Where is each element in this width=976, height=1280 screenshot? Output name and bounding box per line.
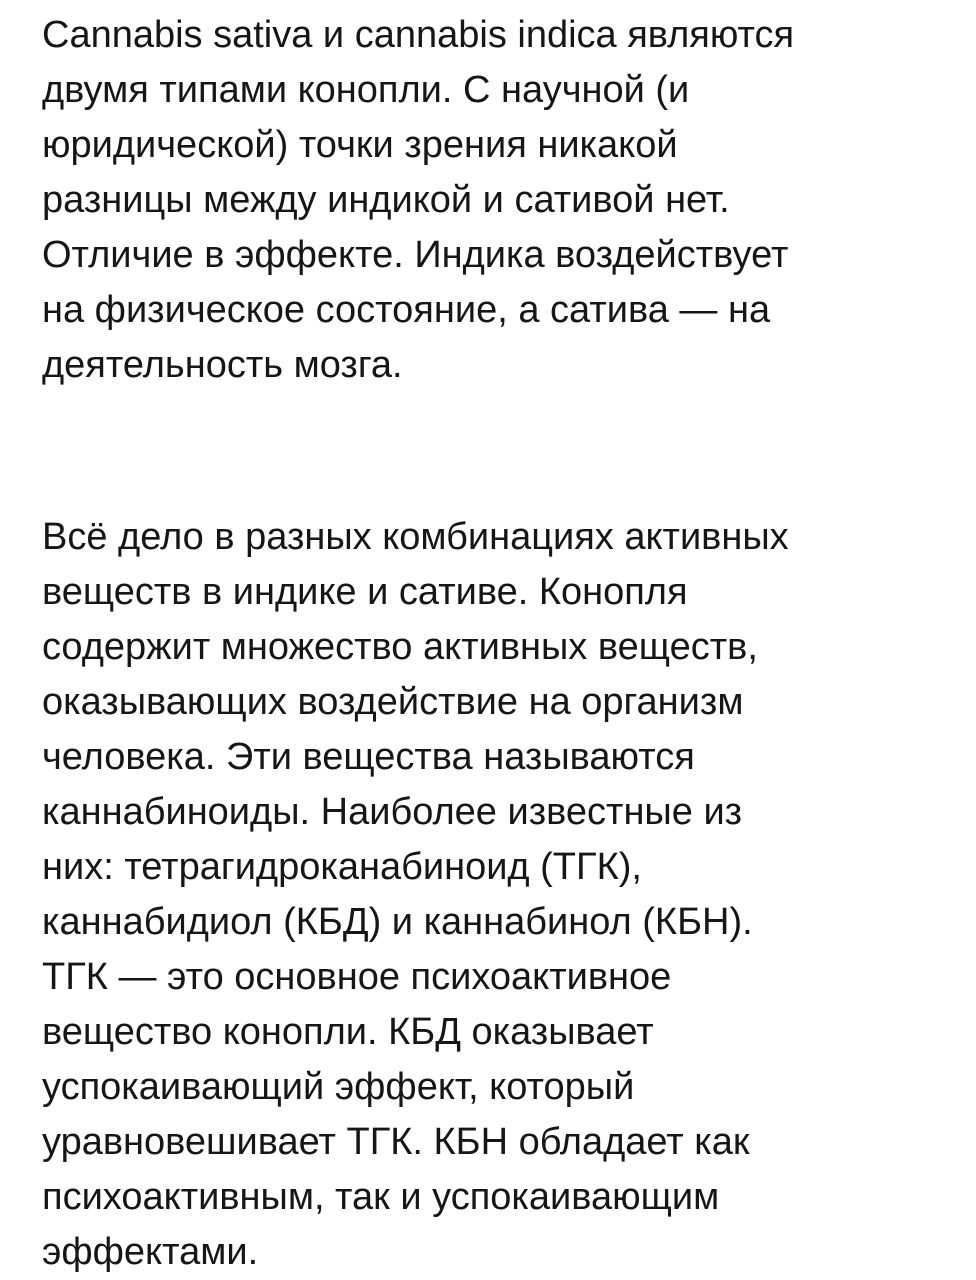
article-paragraph-1: [42, 8, 794, 393]
article-paragraph-2: [42, 510, 789, 1280]
text-line: эффектами.: [42, 1231, 259, 1273]
text-line: вещество конопли. КБД оказывает: [42, 1011, 654, 1053]
text-line: успокаивающий эффект, который: [42, 1066, 635, 1108]
text-line: психоактивным, так и успокаивающим: [42, 1176, 720, 1218]
text-line: разницы между индикой и сативой нет.: [42, 179, 730, 221]
text-line: веществ в индике и сативе. Конопля: [42, 571, 688, 613]
text-line: каннабидиол (КБД) и каннабинол (КБН).: [42, 901, 753, 943]
text-line: них: тетрагидроканабиноид (ТГК),: [42, 846, 642, 888]
text-line: содержит множество активных веществ,: [42, 626, 758, 668]
text-line: уравновешивает ТГК. КБН обладает как: [42, 1121, 750, 1163]
text-line: на физическое состояние, а сатива — на: [42, 289, 771, 331]
text-line: двумя типами конопли. С научной (и: [42, 69, 690, 111]
text-line: каннабиноиды. Наиболее известные из: [42, 791, 743, 833]
text-line: Всё дело в разных комбинациях активных: [42, 516, 789, 558]
text-line: ТГК — это основное психоактивное: [42, 956, 672, 998]
text-line: человека. Эти вещества называются: [42, 736, 695, 778]
text-line: юридической) точки зрения никакой: [42, 124, 678, 166]
text-line: Cannabis sativa и cannabis indica являются: [42, 14, 795, 56]
text-line: Отличие в эффекте. Индика воздействует: [42, 234, 789, 276]
text-line: деятельность мозга.: [42, 344, 403, 386]
text-line: оказывающих воздействие на организм: [42, 681, 744, 723]
